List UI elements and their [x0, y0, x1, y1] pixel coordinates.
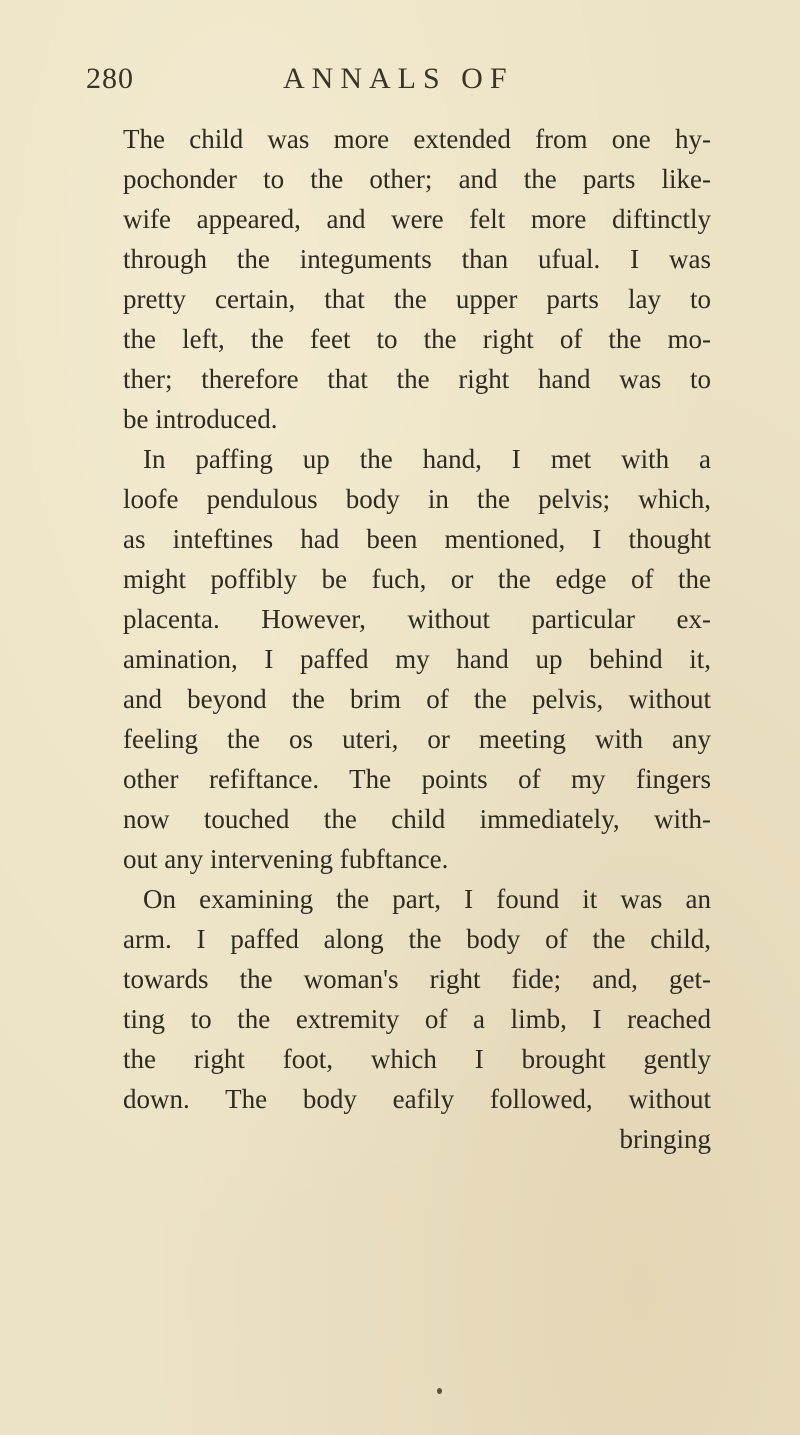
text-line: The child was more extended from one hy- — [123, 124, 711, 154]
catchword: bringing — [619, 1124, 711, 1154]
text-line: now touched the child immediately, with- — [123, 804, 711, 834]
text-line: pretty certain, that the upper parts lay to — [123, 284, 711, 314]
text-line: down. The body eafily followed, without — [123, 1084, 711, 1114]
text-line: might poffibly be fuch, or the edge of the — [123, 564, 711, 594]
page-number: 280 — [86, 62, 134, 95]
text-line: arm. I paffed along the body of the child, — [123, 924, 711, 954]
ink-speck — [437, 1388, 442, 1394]
text-line: On examining the part, I found it was an — [143, 884, 711, 914]
text-line: towards the woman's right fide; and, get- — [123, 964, 711, 994]
text-line: other refiftance. The points of my fingers — [123, 764, 711, 794]
text-line: ther; therefore that the right hand was to — [123, 364, 711, 394]
running-head: ANNALS OF — [283, 62, 514, 95]
text-line: wife appeared, and were felt more diftinctly — [123, 204, 711, 234]
text-line: feeling the os uteri, or meeting with any — [123, 724, 711, 754]
text-line: the right foot, which I brought gently — [123, 1044, 711, 1074]
text-line: ting to the extremity of a limb, I reached — [123, 1004, 711, 1034]
text-line: pochonder to the other; and the parts like- — [123, 164, 711, 194]
text-line: out any intervening fubftance. — [123, 844, 449, 874]
text-line: loofe pendulous body in the pelvis; which, — [123, 484, 711, 514]
text-line: as inteftines had been mentioned, I thought — [123, 524, 711, 554]
text-line: placenta. However, without particular ex- — [123, 604, 711, 634]
text-line: and beyond the brim of the pelvis, without — [123, 684, 711, 714]
text-line: In paffing up the hand, I met with a — [143, 444, 711, 474]
text-line: amination, I paffed my hand up behind it, — [123, 644, 711, 674]
body-text — [123, 119, 711, 1159]
page-header — [0, 62, 800, 102]
text-line: through the integuments than ufual. I was — [123, 244, 711, 274]
text-line: be introduced. — [123, 404, 278, 434]
text-line: the left, the feet to the right of the mo- — [123, 324, 711, 354]
